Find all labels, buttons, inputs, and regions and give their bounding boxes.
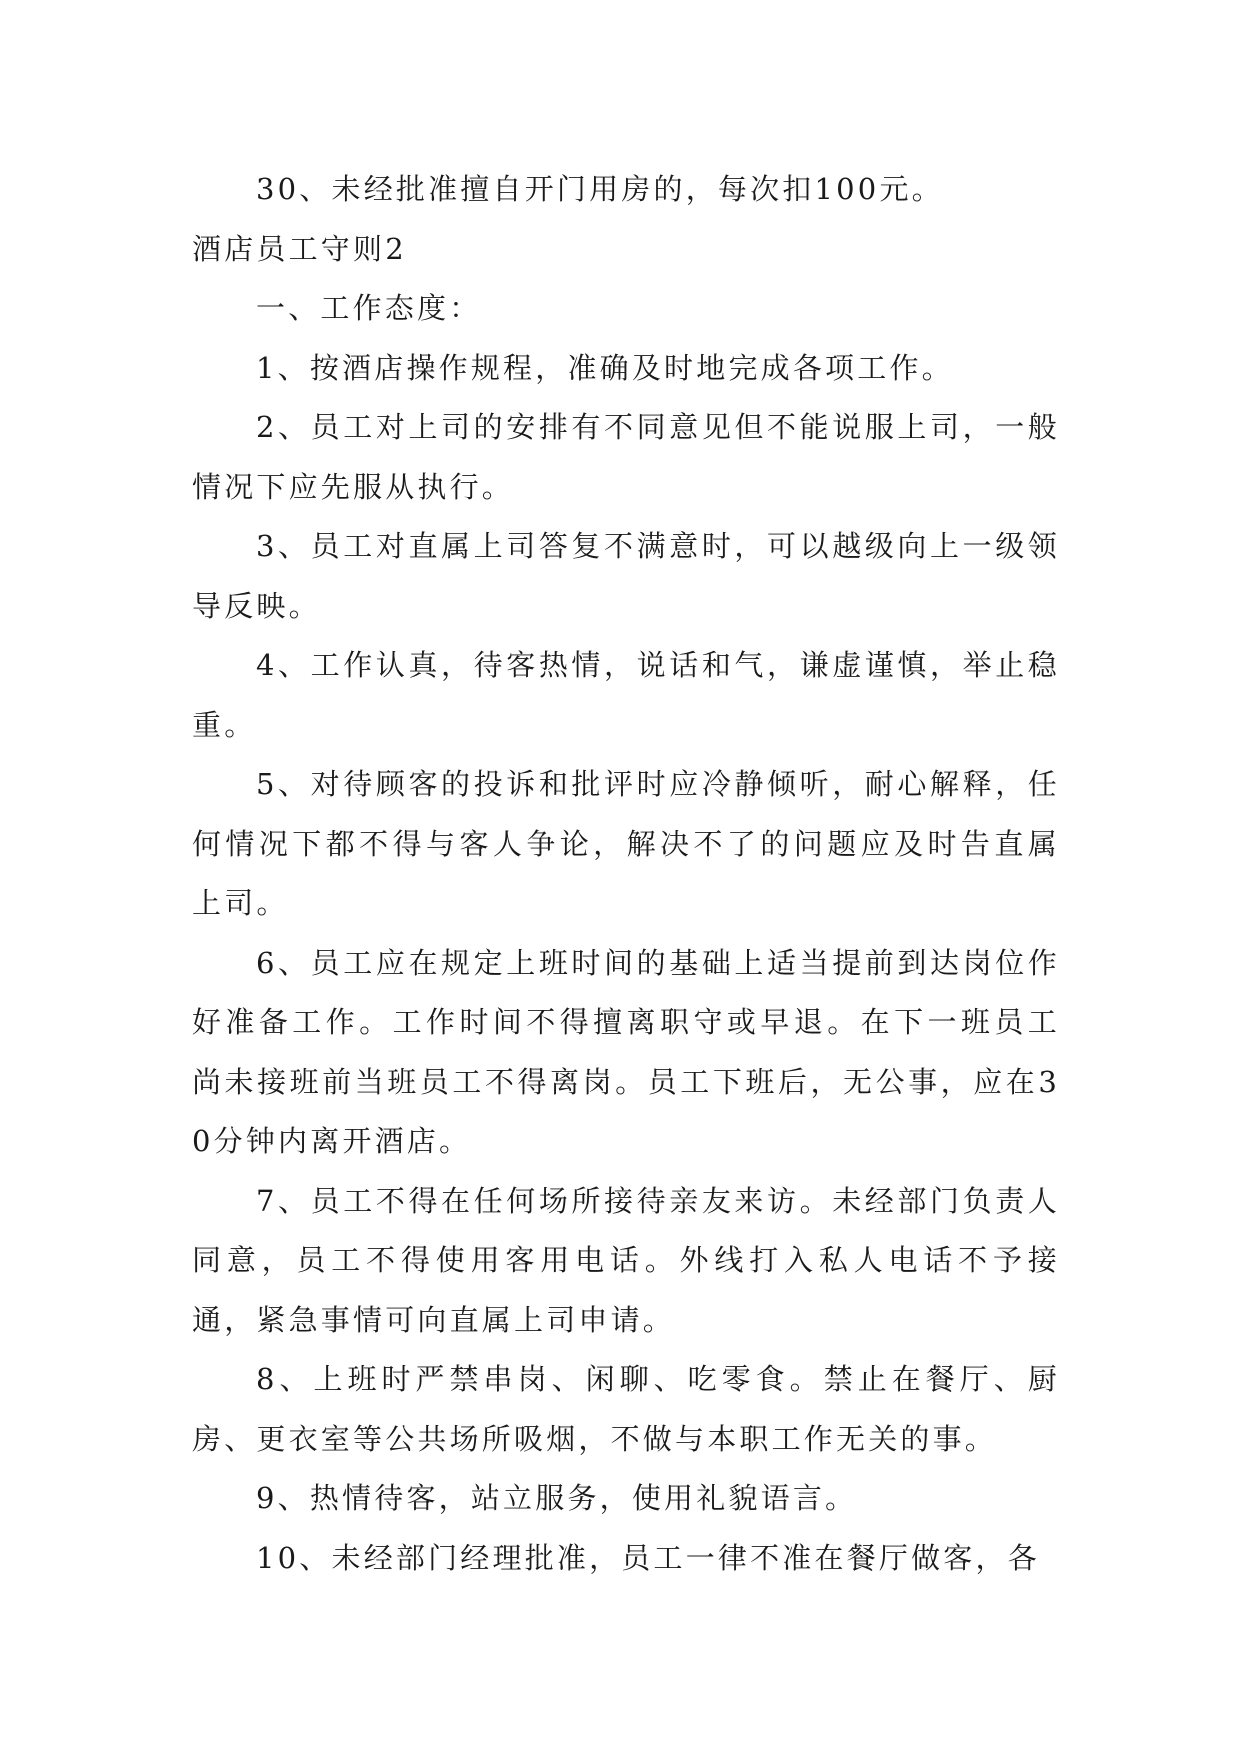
paragraph-item-5: 5、对待顾客的投诉和批评时应冷静倾听，耐心解释，任何情况下都不得与客人争论，解决不了的问题应及时告直属上司。: [192, 767, 1060, 920]
paragraph-item-9: 9、热情待客，站立服务，使用礼貌语言。: [256, 1481, 858, 1515]
paragraph-item-7: 7、员工不得在任何场所接待亲友来访。未经部门负责人同意，员工不得使用客用电话。外线打入私人电话不予接通，紧急事情可向直属上司申请。: [192, 1183, 1060, 1337]
paragraph-item-3: 3、员工对直属上司答复不满意时，可以越级向上一级领导反映。: [192, 529, 1060, 623]
paragraph-item-4: 4、工作认真，待客热情，说话和气，谦虚谨慎，举止稳重。: [192, 648, 1060, 742]
paragraph-item-10: 10、未经部门经理批准，员工一律不准在餐厅做客，各: [256, 1540, 1040, 1575]
subsection-heading: 一、工作态度：: [256, 291, 482, 325]
paragraph-item-8: 8、上班时严禁串岗、闲聊、吃零食。禁止在餐厅、厨房、更衣室等公共场所吸烟，不做与本职工作无关的事。: [192, 1362, 1060, 1456]
paragraph-item-1: 1、按酒店操作规程，准确及时地完成各项工作。: [256, 350, 954, 385]
section-title: 酒店员工守则2: [192, 231, 407, 266]
paragraph-item-6: 6、员工应在规定上班时间的基础上适当提前到达岗位作好准备工作。工作时间不得擅离职守或早退。在下一班员工尚未接班前当班员工不得离岗。员工下班后，无公事，应在30分钟内离开酒店。: [192, 945, 1060, 1158]
paragraph-rule-30: 30、未经批准擅自开门用房的，每次扣100元。: [256, 172, 944, 206]
document-body: [192, 160, 1060, 1588]
paragraph-item-2: 2、员工对上司的安排有不同意见但不能说服上司，一般情况下应先服从执行。: [192, 410, 1060, 504]
